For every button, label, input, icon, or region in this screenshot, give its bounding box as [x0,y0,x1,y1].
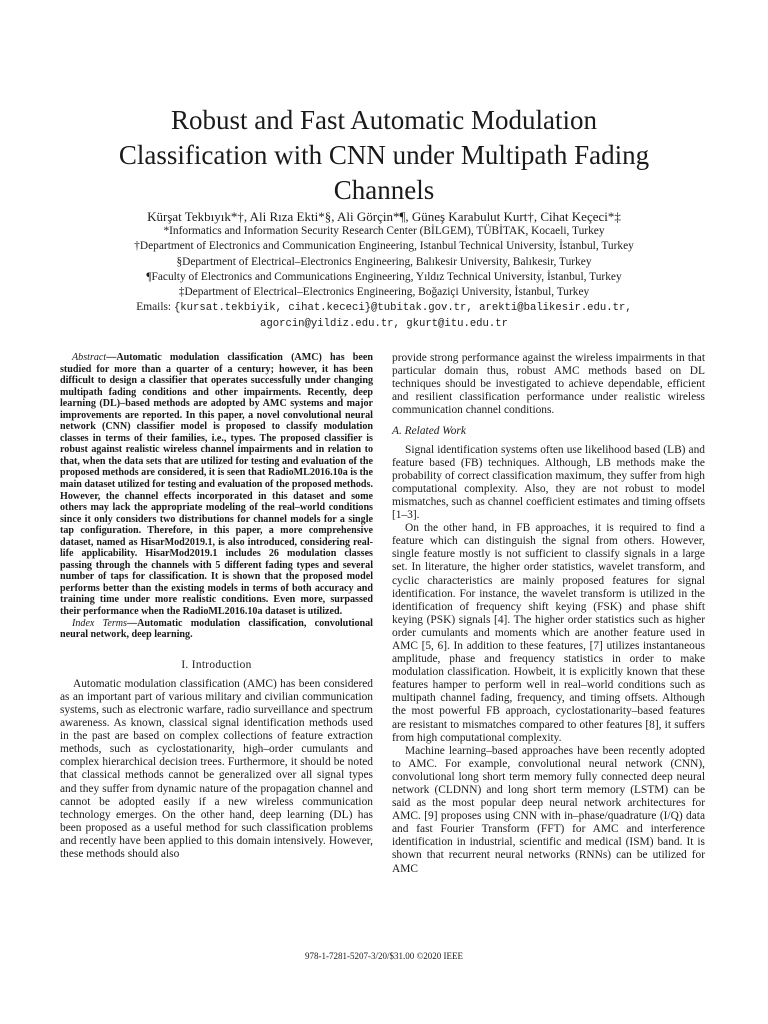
affiliation-line: ¶Faculty of Electronics and Communications Engineering, Yıldız Technical University, İstanbul, Turkey [146,270,622,283]
emails-label: Emails: [136,301,174,314]
emails-line-2: agorcin@yildiz.edu.tr, gkurt@itu.edu.tr [260,317,508,330]
title-line: Robust and Fast Automatic Modulation [171,105,597,135]
index-terms [60,618,373,641]
intro-paragraph: Automatic modulation classification (AMC) has been considered as an important part of various military and civilian communication systems, such as electronic warfare, radio surveillance and spectrum awareness. As known, classical signal identification methods used in the past are based on complex collections of feature extraction methods, such as cyclostationarity, high–order cumulants and complex hierarchical decision trees. Furthermore, it should be noted that classical methods cannot be generalized over all signal types and they suffer from dynamic nature of the propagation channel and cannot be adopted easily if a new wireless communication technology emerges. On the other hand, deep learning (DL) has been proposed as a useful method for such classification problems and recently have been applied to this domain intensively. However, these methods should also [60,677,373,860]
left-column [60,352,373,861]
emails-line [60,300,708,316]
copyright-footer: 978-1-7281-5207-3/20/$31.00 ©2020 IEEE [304,951,464,961]
title-line: Channels [333,175,435,205]
emails-list: {kursat.tekbiyik, cihat.kececi}@tubitak.gov.tr, arekti@balikesir.edu.tr, [173,302,632,315]
subsection-heading: A. Related Work [392,425,466,438]
title-line: Classification with CNN under Multipath Fading [118,140,650,170]
abstract-text: —Automatic modulation classification (AMC) has been studied for more than a quarter of a century; however, it has been difficult to design a classifier that operates successfully under changing multipath fading conditions and other impairments. Recently, deep learning (DL)–based methods are adopted by AMC systems and major improvements are reported. In this paper, a novel convolutional neural network (CNN) classifier model is proposed to classify modulation classes in terms of their families, i.e., types. The proposed classifier is robust against realistic wireless channel impairments and in relation to that, when the data sets that are utilized for testing and evaluation of the proposed methods are considered, it is seen that RadioML2016.10a is the main dataset utilized for testing and evaluation of the proposed methods. However, the channel effects incorporated in this dataset and some others may lack the appropriate modeling of the real–world conditions since it only considers two distributions for channel models for a single tap configuration. Therefore, in this paper, a more comprehensive dataset, named as HisarMod2019.1, is also introduced, considering real-life applicability. HisarMod2019.1 includes 26 modulation classes passing through the channels with 5 different fading types and several number of taps for classification. It is shown that the proposed model performs better than the existing models in terms of both accuracy and training time under more realistic conditions. Even more, surpassed their performance when the RadioML2016.10a dataset is utilized. [60,352,373,618]
author-list: Kürşat Tekbıyık*†, Ali Rıza Ekti*§, Ali Görçin*¶, Güneş Karabulut Kurt†, Cihat Keçeci*‡ [147,209,621,224]
paper-title [60,103,708,208]
abstract [60,352,373,618]
affiliations [60,224,708,332]
index-terms-lead: Index Terms [72,617,127,629]
index-terms-text: —Automatic modulation classification, convolutional neural network, deep learning. [60,617,373,641]
related-work-paragraph: Machine learning–based approaches have been recently adopted to AMC. For example, convolutional neural network (CNN), convolutional long short term memory fully connected deep neural network (CLDNN) and long short term memory (LSTM) can be said as the most popular deep neural network architectures for AMC. [9] proposes using CNN with in–phase/quadrature (I/Q) data and fast Fourier Transform (FFT) for AMC and interference identification in industrial, scientific and medical (ISM) band. It is shown that recurrent neural networks (RNNs) can be utilized for AMC [392,744,705,875]
right-column [392,352,705,876]
section-heading: I. Introduction [181,658,252,671]
affiliation-line: ‡Department of Electrical–Electronics Engineering, Boğaziçi University, İstanbul, Turkey [178,286,590,299]
affiliation-line: §Department of Electrical–Electronics Engineering, Balıkesir University, Balıkesir, Turkey [176,255,592,268]
related-work-paragraph: On the other hand, in FB approaches, it is required to find a feature which can distinguish the signal from others. However, single feature mostly is not sufficient to classify signals in a large set. In literature, the higher order statistics, wavelet transform, and cyclic characteristics are mainly proposed features for signal identification. For instance, the wavelet transform is utilized in the identification of frequency shift keying (FSK) and phase shift keying (PSK) signals [4]. The higher order statistics such as higher order cumulants and moments which are another feature used in AMC [5, 6]. In addition to these features, [7] utilizes instantaneous amplitude, phase and frequency statistics in order to make modulation classification. Howbeit, it is explicitly known that these features hamper to perform well in real–world conditions such as multipath channel fading, frequency, and timing offsets. Although the most powerful FB approach, cyclostationarity–based features are resistant to mismatches compared to other features [8], it suffers from high computational complexity. [392,522,705,744]
abstract-lead: Abstract [72,352,107,363]
related-work-paragraph: Signal identification systems often use likelihood based (LB) and feature based (FB) techniques. Although, LB methods make the probability of correct classification maximum, they suffer from high computational complexity. Also, they are not robust to model mismatches, such as channel coefficient estimates and timing offsets [1–3]. [392,443,705,522]
continued-paragraph: provide strong performance against the wireless impairments in that particular domain thus, robust AMC methods based on DL techniques should be investigated to achieve dependable, efficient and resilient classification performance under realistic wireless communication channel conditions. [392,352,705,417]
affiliation-line: *Informatics and Information Security Research Center (BİLGEM), TÜBİTAK, Kocaeli, Turkey [163,225,605,237]
affiliation-line: †Department of Electronics and Communication Engineering, Istanbul Technical University, İstanbul, Turkey [134,240,634,253]
